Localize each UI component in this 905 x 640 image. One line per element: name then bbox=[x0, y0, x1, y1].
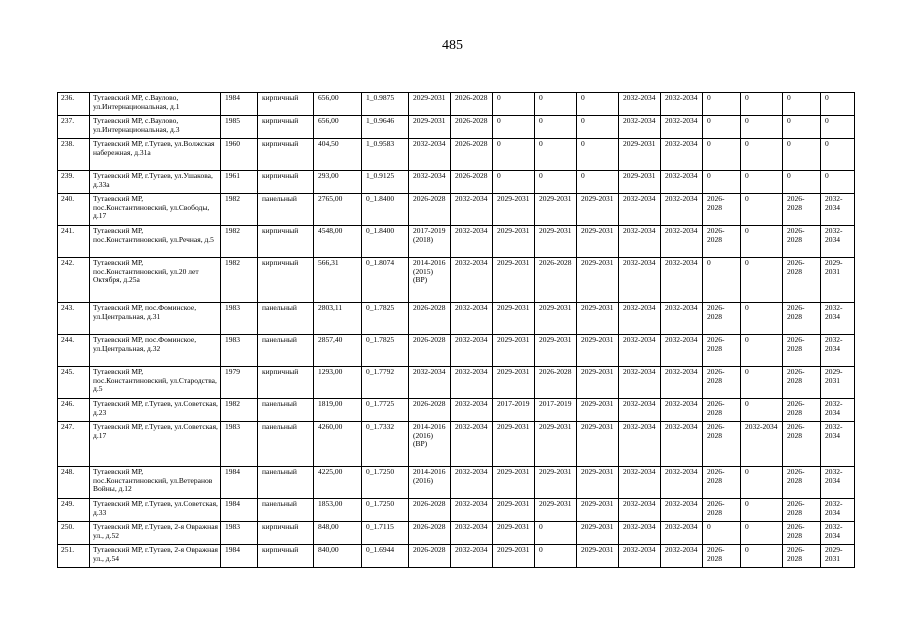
cell-period-7: 2032-2034 bbox=[661, 93, 703, 116]
cell-period-1: 2029-2031 bbox=[409, 116, 451, 139]
cell-period-3: 2029-2031 bbox=[493, 467, 535, 499]
cell-period-4: 0 bbox=[535, 139, 577, 171]
cell-wall-material: панельный bbox=[258, 467, 314, 499]
table-row bbox=[58, 226, 855, 258]
cell-year-built: 1961 bbox=[221, 171, 258, 194]
cell-period-6: 2032-2034 bbox=[619, 194, 661, 226]
cell-address: Тутаевский МР, пос.Константиновский, ул.Стародства, д.5 bbox=[90, 367, 221, 399]
cell-period-6: 2032-2034 bbox=[619, 303, 661, 335]
cell-period-10: 2026-2028 bbox=[783, 467, 821, 499]
cell-period-9: 0 bbox=[741, 116, 783, 139]
cell-wall-material: панельный bbox=[258, 194, 314, 226]
cell-period-4: 2029-2031 bbox=[535, 467, 577, 499]
cell-row-number: 250. bbox=[58, 522, 90, 545]
cell-period-4: 2029-2031 bbox=[535, 303, 577, 335]
cell-row-number: 241. bbox=[58, 226, 90, 258]
cell-wall-material: панельный bbox=[258, 422, 314, 467]
cell-period-9: 0 bbox=[741, 467, 783, 499]
cell-period-11: 2032-2034 bbox=[821, 226, 855, 258]
cell-period-9: 0 bbox=[741, 522, 783, 545]
table-row bbox=[58, 522, 855, 545]
cell-period-9: 0 bbox=[741, 171, 783, 194]
cell-address: Тутаевский МР, г.Тутаев, ул.Советская, д.17 bbox=[90, 422, 221, 467]
cell-period-2: 2032-2034 bbox=[451, 303, 493, 335]
cell-period-11: 0 bbox=[821, 139, 855, 171]
cell-wall-material: панельный bbox=[258, 499, 314, 522]
cell-period-10: 2026-2028 bbox=[783, 367, 821, 399]
cell-period-10: 2026-2028 bbox=[783, 499, 821, 522]
cell-period-1: 2026-2028 bbox=[409, 522, 451, 545]
cell-period-3: 2029-2031 bbox=[493, 499, 535, 522]
cell-area: 1293,00 bbox=[314, 367, 362, 399]
cell-period-6: 2032-2034 bbox=[619, 335, 661, 367]
cell-row-number: 244. bbox=[58, 335, 90, 367]
cell-address: Тутаевский МР, г.Тутаев, ул.Советская, д.23 bbox=[90, 399, 221, 422]
cell-year-built: 1983 bbox=[221, 422, 258, 467]
cell-period-1: 2014-2016 (2016) bbox=[409, 467, 451, 499]
cell-period-6: 2032-2034 bbox=[619, 258, 661, 303]
cell-period-1: 2026-2028 bbox=[409, 499, 451, 522]
cell-year-built: 1982 bbox=[221, 399, 258, 422]
cell-period-9: 0 bbox=[741, 399, 783, 422]
cell-period-1: 2032-2034 bbox=[409, 139, 451, 171]
cell-period-4: 2029-2031 bbox=[535, 499, 577, 522]
cell-row-number: 238. bbox=[58, 139, 90, 171]
cell-row-number: 247. bbox=[58, 422, 90, 467]
cell-period-6: 2032-2034 bbox=[619, 545, 661, 568]
cell-year-built: 1982 bbox=[221, 194, 258, 226]
cell-wall-material: кирпичный bbox=[258, 258, 314, 303]
cell-period-11: 2032-2034 bbox=[821, 194, 855, 226]
cell-area: 656,00 bbox=[314, 116, 362, 139]
cell-period-8: 2026-2028 bbox=[703, 499, 741, 522]
cell-wall-material: кирпичный bbox=[258, 367, 314, 399]
cell-rating-code: 0_1.7332 bbox=[362, 422, 409, 467]
table-row bbox=[58, 335, 855, 367]
cell-period-3: 2029-2031 bbox=[493, 303, 535, 335]
cell-area: 4225,00 bbox=[314, 467, 362, 499]
cell-period-3: 0 bbox=[493, 139, 535, 171]
cell-period-9: 0 bbox=[741, 139, 783, 171]
cell-period-6: 2032-2034 bbox=[619, 499, 661, 522]
cell-period-2: 2026-2028 bbox=[451, 93, 493, 116]
cell-address: Тутаевский МР, пос.Фоминское, ул.Центральная, д.32 bbox=[90, 335, 221, 367]
cell-period-9: 0 bbox=[741, 335, 783, 367]
cell-period-4: 0 bbox=[535, 545, 577, 568]
table-row bbox=[58, 367, 855, 399]
cell-address: Тутаевский МР, г.Тутаев, ул.Волжская набережная, д.31а bbox=[90, 139, 221, 171]
cell-period-9: 0 bbox=[741, 93, 783, 116]
cell-period-5: 0 bbox=[577, 171, 619, 194]
cell-period-1: 2014-2016 (2015) (ВР) bbox=[409, 258, 451, 303]
cell-period-8: 2026-2028 bbox=[703, 467, 741, 499]
cell-period-11: 2032-2034 bbox=[821, 399, 855, 422]
cell-row-number: 236. bbox=[58, 93, 90, 116]
cell-period-4: 0 bbox=[535, 522, 577, 545]
cell-wall-material: кирпичный bbox=[258, 522, 314, 545]
cell-wall-material: кирпичный bbox=[258, 171, 314, 194]
cell-period-8: 2026-2028 bbox=[703, 194, 741, 226]
cell-period-2: 2032-2034 bbox=[451, 499, 493, 522]
cell-period-10: 2026-2028 bbox=[783, 335, 821, 367]
cell-period-5: 0 bbox=[577, 116, 619, 139]
cell-period-10: 2026-2028 bbox=[783, 226, 821, 258]
cell-period-2: 2032-2034 bbox=[451, 367, 493, 399]
cell-period-4: 0 bbox=[535, 93, 577, 116]
cell-year-built: 1982 bbox=[221, 226, 258, 258]
cell-period-6: 2032-2034 bbox=[619, 422, 661, 467]
cell-period-5: 2029-2031 bbox=[577, 522, 619, 545]
table-row bbox=[58, 422, 855, 467]
cell-area: 656,00 bbox=[314, 93, 362, 116]
cell-period-2: 2032-2034 bbox=[451, 335, 493, 367]
cell-rating-code: 0_1.8400 bbox=[362, 226, 409, 258]
page-number: 485 bbox=[442, 38, 463, 53]
cell-period-2: 2032-2034 bbox=[451, 226, 493, 258]
cell-address: Тутаевский МР, г.Тутаев, ул.Советская, д.33 bbox=[90, 499, 221, 522]
cell-wall-material: кирпичный bbox=[258, 93, 314, 116]
cell-year-built: 1983 bbox=[221, 522, 258, 545]
cell-period-5: 2029-2031 bbox=[577, 367, 619, 399]
cell-period-2: 2032-2034 bbox=[451, 422, 493, 467]
cell-rating-code: 0_1.7825 bbox=[362, 303, 409, 335]
cell-period-6: 2029-2031 bbox=[619, 139, 661, 171]
cell-period-6: 2032-2034 bbox=[619, 467, 661, 499]
cell-period-6: 2032-2034 bbox=[619, 399, 661, 422]
cell-period-5: 2029-2031 bbox=[577, 258, 619, 303]
cell-row-number: 248. bbox=[58, 467, 90, 499]
cell-period-4: 2029-2031 bbox=[535, 226, 577, 258]
cell-period-7: 2032-2034 bbox=[661, 499, 703, 522]
cell-period-11: 2032-2034 bbox=[821, 303, 855, 335]
cell-address: Тутаевский МР, пос.Фоминское, ул.Центральная, д.31 bbox=[90, 303, 221, 335]
cell-period-8: 2026-2028 bbox=[703, 545, 741, 568]
cell-area: 2803,11 bbox=[314, 303, 362, 335]
cell-address: Тутаевский МР, пос.Константиновский, ул.20 лет Октября, д.25а bbox=[90, 258, 221, 303]
table-row bbox=[58, 303, 855, 335]
cell-period-7: 2032-2034 bbox=[661, 139, 703, 171]
cell-period-6: 2032-2034 bbox=[619, 93, 661, 116]
cell-rating-code: 1_0.9646 bbox=[362, 116, 409, 139]
table-row bbox=[58, 545, 855, 568]
cell-row-number: 251. bbox=[58, 545, 90, 568]
cell-period-5: 2029-2031 bbox=[577, 335, 619, 367]
cell-year-built: 1984 bbox=[221, 545, 258, 568]
cell-period-6: 2032-2034 bbox=[619, 522, 661, 545]
cell-period-3: 2029-2031 bbox=[493, 226, 535, 258]
cell-period-5: 0 bbox=[577, 93, 619, 116]
cell-period-1: 2026-2028 bbox=[409, 303, 451, 335]
cell-rating-code: 0_1.7250 bbox=[362, 499, 409, 522]
cell-rating-code: 0_1.7725 bbox=[362, 399, 409, 422]
cell-period-4: 2029-2031 bbox=[535, 335, 577, 367]
cell-rating-code: 0_1.7115 bbox=[362, 522, 409, 545]
cell-year-built: 1984 bbox=[221, 467, 258, 499]
cell-period-5: 2029-2031 bbox=[577, 303, 619, 335]
cell-rating-code: 0_1.7825 bbox=[362, 335, 409, 367]
cell-period-8: 2026-2028 bbox=[703, 335, 741, 367]
cell-rating-code: 1_0.9583 bbox=[362, 139, 409, 171]
cell-row-number: 246. bbox=[58, 399, 90, 422]
cell-period-10: 2026-2028 bbox=[783, 194, 821, 226]
cell-rating-code: 0_1.7792 bbox=[362, 367, 409, 399]
cell-period-3: 2029-2031 bbox=[493, 422, 535, 467]
cell-period-7: 2032-2034 bbox=[661, 116, 703, 139]
cell-row-number: 243. bbox=[58, 303, 90, 335]
table-row bbox=[58, 467, 855, 499]
cell-period-8: 0 bbox=[703, 139, 741, 171]
cell-period-5: 2029-2031 bbox=[577, 194, 619, 226]
table-row bbox=[58, 139, 855, 171]
cell-address: Тутаевский МР, г.Тутаев, ул.Ушакова, д.33а bbox=[90, 171, 221, 194]
cell-address: Тутаевский МР, пос.Константиновский, ул.Свободы, д.17 bbox=[90, 194, 221, 226]
cell-area: 840,00 bbox=[314, 545, 362, 568]
cell-address: Тутаевский МР, г.Тутаев, 2-я Овражная ул., д.52 bbox=[90, 522, 221, 545]
cell-area: 293,00 bbox=[314, 171, 362, 194]
cell-period-6: 2032-2034 bbox=[619, 226, 661, 258]
cell-period-11: 2032-2034 bbox=[821, 499, 855, 522]
cell-period-1: 2029-2031 bbox=[409, 93, 451, 116]
cell-address: Тутаевский МР, с.Ваулово, ул.Интернациональная, д.1 bbox=[90, 93, 221, 116]
cell-period-9: 0 bbox=[741, 545, 783, 568]
cell-period-11: 2029-2031 bbox=[821, 258, 855, 303]
cell-period-3: 2017-2019 bbox=[493, 399, 535, 422]
cell-period-7: 2032-2034 bbox=[661, 467, 703, 499]
cell-period-3: 2029-2031 bbox=[493, 545, 535, 568]
cell-period-11: 2029-2031 bbox=[821, 545, 855, 568]
cell-period-2: 2026-2028 bbox=[451, 116, 493, 139]
cell-period-7: 2032-2034 bbox=[661, 367, 703, 399]
cell-year-built: 1983 bbox=[221, 303, 258, 335]
cell-year-built: 1985 bbox=[221, 116, 258, 139]
cell-period-1: 2032-2034 bbox=[409, 367, 451, 399]
cell-rating-code: 1_0.9125 bbox=[362, 171, 409, 194]
cell-rating-code: 0_1.8400 bbox=[362, 194, 409, 226]
cell-period-10: 2026-2028 bbox=[783, 545, 821, 568]
cell-area: 1819,00 bbox=[314, 399, 362, 422]
cell-address: Тутаевский МР, г.Тутаев, 2-я Овражная ул., д.54 bbox=[90, 545, 221, 568]
cell-period-9: 0 bbox=[741, 303, 783, 335]
cell-period-1: 2032-2034 bbox=[409, 171, 451, 194]
cell-period-1: 2026-2028 bbox=[409, 335, 451, 367]
cell-year-built: 1983 bbox=[221, 335, 258, 367]
cell-period-7: 2032-2034 bbox=[661, 522, 703, 545]
cell-wall-material: панельный bbox=[258, 303, 314, 335]
cell-wall-material: панельный bbox=[258, 399, 314, 422]
table-row bbox=[58, 258, 855, 303]
cell-year-built: 1979 bbox=[221, 367, 258, 399]
cell-period-7: 2032-2034 bbox=[661, 194, 703, 226]
table-row bbox=[58, 194, 855, 226]
cell-period-2: 2032-2034 bbox=[451, 194, 493, 226]
cell-period-2: 2032-2034 bbox=[451, 545, 493, 568]
table-row bbox=[58, 399, 855, 422]
cell-address: Тутаевский МР, пос.Константиновский, ул.Речная, д.5 bbox=[90, 226, 221, 258]
cell-row-number: 240. bbox=[58, 194, 90, 226]
cell-period-8: 0 bbox=[703, 93, 741, 116]
cell-address: Тутаевский МР, с.Ваулово, ул.Интернациональная, д.3 bbox=[90, 116, 221, 139]
cell-period-2: 2032-2034 bbox=[451, 522, 493, 545]
cell-period-11: 2032-2034 bbox=[821, 467, 855, 499]
cell-year-built: 1960 bbox=[221, 139, 258, 171]
cell-year-built: 1982 bbox=[221, 258, 258, 303]
cell-rating-code: 0_1.7250 bbox=[362, 467, 409, 499]
cell-period-9: 0 bbox=[741, 367, 783, 399]
cell-period-5: 0 bbox=[577, 139, 619, 171]
cell-period-4: 2026-2028 bbox=[535, 258, 577, 303]
table-row bbox=[58, 499, 855, 522]
cell-row-number: 239. bbox=[58, 171, 90, 194]
cell-wall-material: кирпичный bbox=[258, 226, 314, 258]
cell-period-6: 2032-2034 bbox=[619, 367, 661, 399]
cell-period-3: 2029-2031 bbox=[493, 258, 535, 303]
cell-period-4: 2029-2031 bbox=[535, 422, 577, 467]
cell-period-1: 2026-2028 bbox=[409, 545, 451, 568]
cell-period-7: 2032-2034 bbox=[661, 171, 703, 194]
cell-row-number: 242. bbox=[58, 258, 90, 303]
cell-period-11: 2029-2031 bbox=[821, 367, 855, 399]
table-row bbox=[58, 116, 855, 139]
cell-period-4: 2026-2028 bbox=[535, 367, 577, 399]
cell-period-9: 2032-2034 bbox=[741, 422, 783, 467]
cell-period-8: 0 bbox=[703, 258, 741, 303]
cell-period-2: 2032-2034 bbox=[451, 467, 493, 499]
cell-period-3: 0 bbox=[493, 171, 535, 194]
cell-period-11: 0 bbox=[821, 171, 855, 194]
cell-area: 404,50 bbox=[314, 139, 362, 171]
cell-wall-material: кирпичный bbox=[258, 116, 314, 139]
table-row bbox=[58, 171, 855, 194]
cell-period-3: 0 bbox=[493, 93, 535, 116]
cell-period-7: 2032-2034 bbox=[661, 399, 703, 422]
cell-period-3: 2029-2031 bbox=[493, 522, 535, 545]
cell-period-2: 2032-2034 bbox=[451, 258, 493, 303]
housing-repair-schedule-table bbox=[57, 92, 855, 568]
cell-period-2: 2026-2028 bbox=[451, 139, 493, 171]
cell-period-10: 0 bbox=[783, 116, 821, 139]
cell-period-11: 0 bbox=[821, 93, 855, 116]
cell-period-1: 2014-2016 (2016) (ВР) bbox=[409, 422, 451, 467]
cell-period-10: 0 bbox=[783, 139, 821, 171]
cell-area: 4548,00 bbox=[314, 226, 362, 258]
cell-period-9: 0 bbox=[741, 258, 783, 303]
cell-period-9: 0 bbox=[741, 499, 783, 522]
cell-period-3: 2029-2031 bbox=[493, 335, 535, 367]
cell-period-7: 2032-2034 bbox=[661, 303, 703, 335]
cell-wall-material: кирпичный bbox=[258, 545, 314, 568]
cell-period-10: 2026-2028 bbox=[783, 303, 821, 335]
cell-period-1: 2026-2028 bbox=[409, 194, 451, 226]
cell-period-6: 2029-2031 bbox=[619, 171, 661, 194]
cell-period-3: 2029-2031 bbox=[493, 367, 535, 399]
cell-period-9: 0 bbox=[741, 194, 783, 226]
table-row bbox=[58, 93, 855, 116]
cell-period-11: 2032-2034 bbox=[821, 522, 855, 545]
cell-period-2: 2026-2028 bbox=[451, 171, 493, 194]
cell-period-10: 0 bbox=[783, 171, 821, 194]
cell-period-5: 2029-2031 bbox=[577, 226, 619, 258]
cell-period-7: 2032-2034 bbox=[661, 226, 703, 258]
cell-period-8: 2026-2028 bbox=[703, 303, 741, 335]
cell-period-3: 2029-2031 bbox=[493, 194, 535, 226]
cell-row-number: 237. bbox=[58, 116, 90, 139]
cell-period-9: 0 bbox=[741, 226, 783, 258]
cell-period-5: 2029-2031 bbox=[577, 499, 619, 522]
cell-period-1: 2017-2019 (2018) bbox=[409, 226, 451, 258]
cell-period-4: 2017-2019 bbox=[535, 399, 577, 422]
cell-period-8: 2026-2028 bbox=[703, 399, 741, 422]
cell-period-10: 0 bbox=[783, 93, 821, 116]
cell-period-3: 0 bbox=[493, 116, 535, 139]
cell-period-10: 2026-2028 bbox=[783, 258, 821, 303]
cell-period-11: 2032-2034 bbox=[821, 422, 855, 467]
cell-area: 848,00 bbox=[314, 522, 362, 545]
cell-period-4: 2029-2031 bbox=[535, 194, 577, 226]
cell-period-1: 2026-2028 bbox=[409, 399, 451, 422]
cell-period-8: 2026-2028 bbox=[703, 422, 741, 467]
cell-period-5: 2029-2031 bbox=[577, 467, 619, 499]
cell-period-10: 2026-2028 bbox=[783, 522, 821, 545]
cell-period-8: 2026-2028 bbox=[703, 367, 741, 399]
cell-period-5: 2029-2031 bbox=[577, 399, 619, 422]
cell-period-10: 2026-2028 bbox=[783, 422, 821, 467]
cell-area: 2857,40 bbox=[314, 335, 362, 367]
cell-period-4: 0 bbox=[535, 171, 577, 194]
cell-period-7: 2032-2034 bbox=[661, 258, 703, 303]
cell-wall-material: панельный bbox=[258, 335, 314, 367]
cell-period-4: 0 bbox=[535, 116, 577, 139]
cell-period-8: 0 bbox=[703, 522, 741, 545]
cell-period-11: 2032-2034 bbox=[821, 335, 855, 367]
cell-period-6: 2032-2034 bbox=[619, 116, 661, 139]
cell-period-8: 0 bbox=[703, 171, 741, 194]
cell-rating-code: 0_1.6944 bbox=[362, 545, 409, 568]
cell-area: 566,31 bbox=[314, 258, 362, 303]
cell-period-7: 2032-2034 bbox=[661, 422, 703, 467]
cell-area: 4260,00 bbox=[314, 422, 362, 467]
cell-row-number: 245. bbox=[58, 367, 90, 399]
cell-area: 2765,00 bbox=[314, 194, 362, 226]
cell-year-built: 1984 bbox=[221, 499, 258, 522]
cell-address: Тутаевский МР, пос.Константиновский, ул.Ветеранов Войны, д.12 bbox=[90, 467, 221, 499]
cell-period-7: 2032-2034 bbox=[661, 545, 703, 568]
cell-year-built: 1984 bbox=[221, 93, 258, 116]
cell-period-10: 2026-2028 bbox=[783, 399, 821, 422]
cell-wall-material: кирпичный bbox=[258, 139, 314, 171]
cell-period-5: 2029-2031 bbox=[577, 545, 619, 568]
cell-period-11: 0 bbox=[821, 116, 855, 139]
cell-row-number: 249. bbox=[58, 499, 90, 522]
cell-area: 1853,00 bbox=[314, 499, 362, 522]
cell-rating-code: 0_1.8074 bbox=[362, 258, 409, 303]
cell-rating-code: 1_0.9875 bbox=[362, 93, 409, 116]
cell-period-8: 0 bbox=[703, 116, 741, 139]
cell-period-7: 2032-2034 bbox=[661, 335, 703, 367]
cell-period-2: 2032-2034 bbox=[451, 399, 493, 422]
cell-period-8: 2026-2028 bbox=[703, 226, 741, 258]
cell-period-5: 2029-2031 bbox=[577, 422, 619, 467]
